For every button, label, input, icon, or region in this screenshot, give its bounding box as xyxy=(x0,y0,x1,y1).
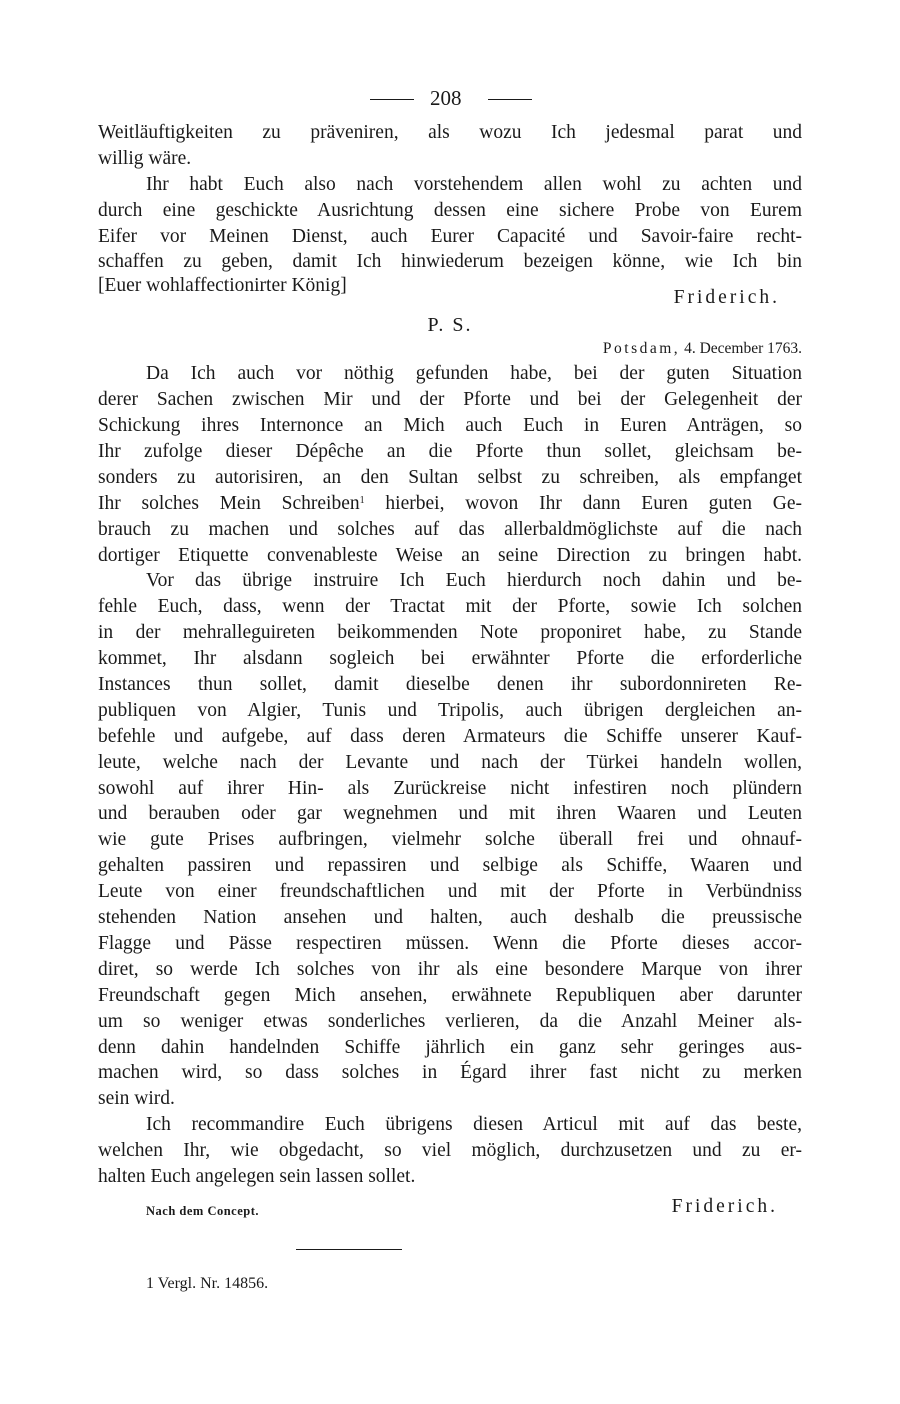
source-note: Nach dem Concept. xyxy=(146,1203,260,1218)
text-line: leute, welche nach der Levante und nach der Türkei handeln wollen, xyxy=(98,751,802,773)
text-line: denn dahin handelnden Schiffe jährlich ein ganz sehr geringes aus- xyxy=(98,1036,802,1058)
text-line: Ihr zufolge dieser Dépêche an die Pforte thun sollet, gleichsam be- xyxy=(98,441,802,463)
text-line: Ihr habt Euch also nach vorstehendem allen wohl zu achten und xyxy=(146,173,802,195)
dateline xyxy=(98,337,802,361)
paragraph-5 xyxy=(98,1112,802,1190)
paragraph-3 xyxy=(98,361,802,568)
text-line: Schickung ihres Internonce an Mich auch Euch in Euren Anträgen, so xyxy=(98,415,802,437)
text-line: welchen Ihr, wie obgedacht, so viel möglich, durchzusetzen und zu er- xyxy=(98,1140,802,1162)
text-line: diret, so werde Ich solches von ihr als eine besondere Marque von ihrer xyxy=(98,958,802,980)
text-line xyxy=(98,491,802,517)
signature-friderich: Friderich. xyxy=(671,1195,778,1217)
signature-row xyxy=(98,275,802,309)
paragraph-4 xyxy=(98,568,802,1112)
text-line: Flagge und Pässe respectiren müssen. Wenn die Pforte dieses accor- xyxy=(98,932,802,954)
text-fragment: Ihr solches Mein Schreiben xyxy=(98,492,360,514)
text-line: Eifer vor Meinen Dienst, auch Eurer Capacité und Savoir-faire recht- xyxy=(98,225,802,247)
page-header xyxy=(98,80,802,120)
document-page xyxy=(98,80,802,1230)
text-fragment: hierbei, wovon Ihr dann Euren guten Ge- xyxy=(364,492,802,514)
text-line: befehle und aufgebe, auf dass deren Armateurs die Schiffe unserer Kauf- xyxy=(98,725,802,747)
text-line: Da Ich auch vor nöthig gefunden habe, bei der guten Situation xyxy=(146,363,802,385)
text-line: wie gute Prises aufbringen, vielmehr solche überall frei und ohnauf- xyxy=(98,829,802,851)
text-line: Vor das übrige instruire Ich Euch hierdurch noch dahin und be- xyxy=(146,570,802,592)
dateline-place: Potsdam, xyxy=(602,340,681,358)
page-number: 208 xyxy=(430,86,462,110)
footnote-mark: 1 xyxy=(146,1275,154,1292)
signature-friderich: Friderich. xyxy=(673,287,780,309)
paragraph-1 xyxy=(98,120,802,172)
header-rule-right xyxy=(488,99,532,100)
footnote-rule xyxy=(296,1249,402,1250)
text-line: Freundschaft gegen Mich ansehen, erwähnete Republiquen aber darunter xyxy=(98,984,802,1006)
dateline-date: 4. December 1763. xyxy=(684,340,802,358)
text-line: halten Euch angelegen sein lassen sollet. xyxy=(98,1165,416,1187)
footnote xyxy=(146,1275,268,1293)
text-line: in der mehralleguireten beikommenden Note proponiret habe, zu Stande xyxy=(98,622,802,644)
text-line: dortiger Etiquette convenableste Weise an seine Direction zu bringen habt. xyxy=(98,544,802,566)
text-line: Instances thun sollet, damit dieselbe denen ihr subordonnireten Re- xyxy=(98,674,802,696)
text-line: publiquen von Algier, Tunis und Tripolis, auch übrigen dergleichen an- xyxy=(98,699,802,721)
closing-row xyxy=(98,1190,802,1230)
text-line: stehenden Nation ansehen und halten, auch deshalb die preussische xyxy=(98,907,802,929)
text-line: sowohl auf ihrer Hin- als Zurückreise nicht infestiren noch plündern xyxy=(98,777,802,799)
footnote-text: Vergl. Nr. 14856. xyxy=(157,1275,269,1292)
text-line: brauch zu machen und solches auf das allerbaldmöglichste auf die nach xyxy=(98,518,802,540)
text-line: Weitläuftigkeiten zu präveniren, als wozu Ich jedesmal parat und xyxy=(98,122,802,143)
postscript-heading: P. S. xyxy=(427,314,473,337)
text-line: schaffen zu geben, damit Ich hinwiederum bezeigen könne, wie Ich bin xyxy=(98,251,802,273)
text-line: willig wäre. xyxy=(98,147,192,169)
text-line: und berauben oder gar wegnehmen und mit ihren Waaren und Leuten xyxy=(98,803,802,825)
text-line: sonders zu autorisiren, an den Sultan selbst zu schreiben, als empfanget xyxy=(98,466,802,488)
text-line: um so weniger etwas sonderliches verlieren, da die Anzahl Meiner als- xyxy=(98,1010,802,1032)
text-line: sein wird. xyxy=(98,1088,175,1110)
footnote-reference[interactable]: 1 xyxy=(359,494,365,506)
text-line: Ich recommandire Euch übrigens diesen Articul mit auf das beste, xyxy=(146,1114,802,1136)
text-line: derer Sachen zwischen Mir und der Pforte und bei der Gelegenheit der xyxy=(98,389,802,411)
text-line: gehalten passiren und repassiren und selbige als Schiffe, Waaren und xyxy=(98,855,802,877)
text-line: [Euer wohlaffectionirter König] xyxy=(98,275,347,297)
text-line: Leute von einer freundschaftlichen und mit der Pforte in Verbündniss xyxy=(98,881,802,903)
text-line: machen wird, so dass solches in Égard ihrer fast nicht zu merken xyxy=(98,1062,802,1084)
text-line: durch eine geschickte Ausrichtung dessen eine sichere Probe von Eurem xyxy=(98,199,802,221)
paragraph-2 xyxy=(98,172,802,309)
text-line: kommet, Ihr alsdann sogleich bei erwähnter Pforte die erforderliche xyxy=(98,648,802,670)
header-rule-left xyxy=(370,99,414,100)
text-line: fehle Euch, dass, wenn der Tractat mit der Pforte, sowie Ich solchen xyxy=(98,596,802,618)
